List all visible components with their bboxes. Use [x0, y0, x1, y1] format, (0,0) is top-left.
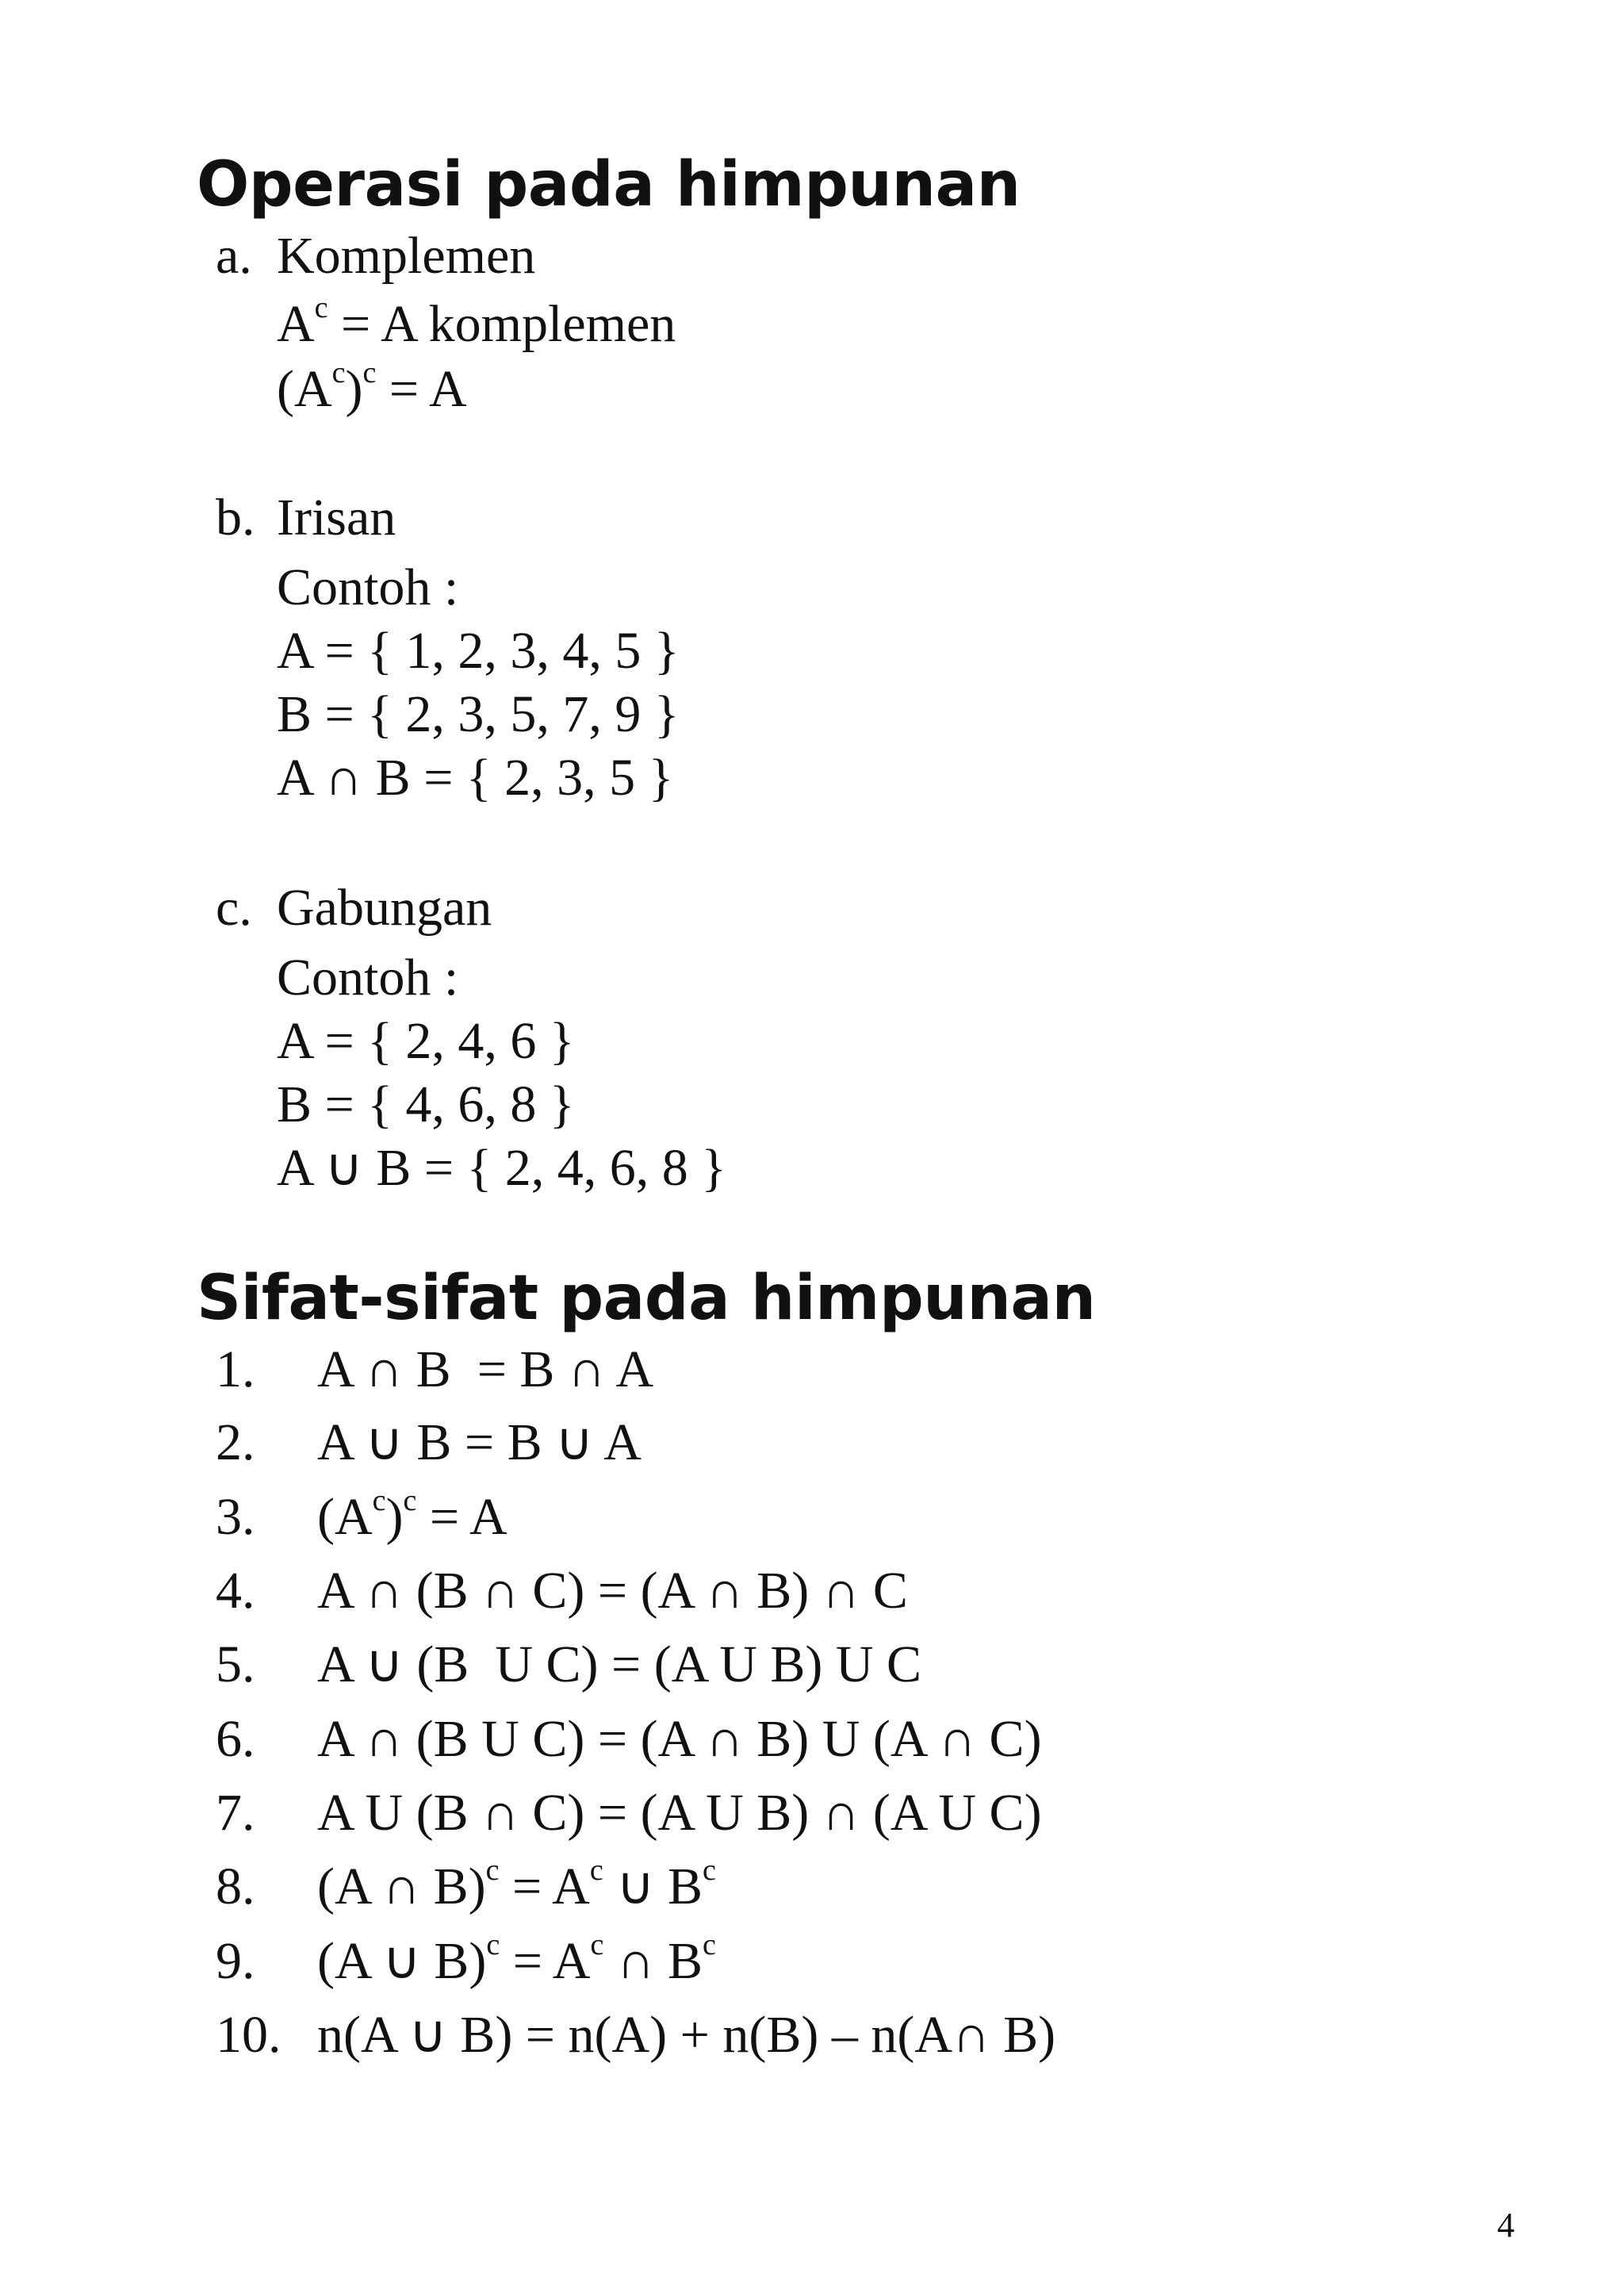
formula-double-complement: $(A^c)^c = A$ — [277, 356, 467, 418]
set-a-line: A = { 2, 4, 6 } — [277, 1012, 575, 1070]
item-c-marker: c. — [216, 879, 252, 937]
property-formula: $(A^c)^c = A$ — [317, 1484, 508, 1546]
property-number: 9. — [216, 1932, 255, 1990]
property-number: 6. — [216, 1710, 255, 1768]
property-formula: A ∪ (B U C) = (A U B) U C — [317, 1635, 922, 1693]
property-number: 8. — [216, 1858, 255, 1915]
property-number: 1. — [216, 1340, 255, 1398]
union-result-line: A ∪ B = { 2, 4, 6, 8 } — [277, 1139, 726, 1197]
property-formula: A ∩ (B ∩ C) = (A ∩ B) ∩ C — [317, 1562, 908, 1620]
property-number: 4. — [216, 1562, 255, 1620]
property-formula: (A ∩ $B)^c = A^c$ ∪ $B^c$ — [317, 1854, 716, 1915]
property-number: 7. — [216, 1784, 255, 1842]
property-formula: A ∪ B = B ∪ A — [317, 1413, 642, 1471]
property-number: 10. — [216, 2006, 282, 2064]
set-b-line: B = { 4, 6, 8 } — [277, 1075, 575, 1133]
formula-komplemen-definition: $A^c = A$ komplemen — [277, 291, 676, 353]
item-a-marker: a. — [216, 227, 252, 285]
property-formula: A ∩ (B U C) = (A ∩ B) U (A ∩ C) — [317, 1710, 1042, 1768]
property-formula: n(A ∪ B) = n(A) + n(B) – n(A∩ B) — [317, 2006, 1056, 2064]
property-number: 3. — [216, 1488, 255, 1546]
example-label: Contoh : — [277, 558, 459, 616]
property-formula: (A ∪ $B)^c = A^c$ ∩ $B^c$ — [317, 1928, 716, 1990]
page-number: 4 — [1497, 2206, 1515, 2245]
property-number: 5. — [216, 1635, 255, 1693]
item-b-marker: b. — [216, 489, 255, 546]
set-a-line: A = { 1, 2, 3, 4, 5 } — [277, 622, 680, 680]
set-b-line: B = { 2, 3, 5, 7, 9 } — [277, 685, 680, 743]
section-heading-operasi: Operasi pada himpunan — [197, 149, 1021, 220]
intersection-result-line: A ∩ B = { 2, 3, 5 } — [277, 749, 674, 807]
property-number: 2. — [216, 1413, 255, 1471]
property-formula: A U (B ∩ C) = (A U B) ∩ (A U C) — [317, 1784, 1042, 1842]
example-label: Contoh : — [277, 949, 459, 1006]
section-heading-sifat: Sifat-sifat pada himpunan — [197, 1263, 1096, 1334]
property-formula: A ∩ B = B ∩ A — [317, 1340, 654, 1398]
item-c-title: Gabungan — [277, 879, 492, 937]
item-b-title: Irisan — [277, 489, 396, 546]
item-a-title: Komplemen — [277, 227, 536, 285]
